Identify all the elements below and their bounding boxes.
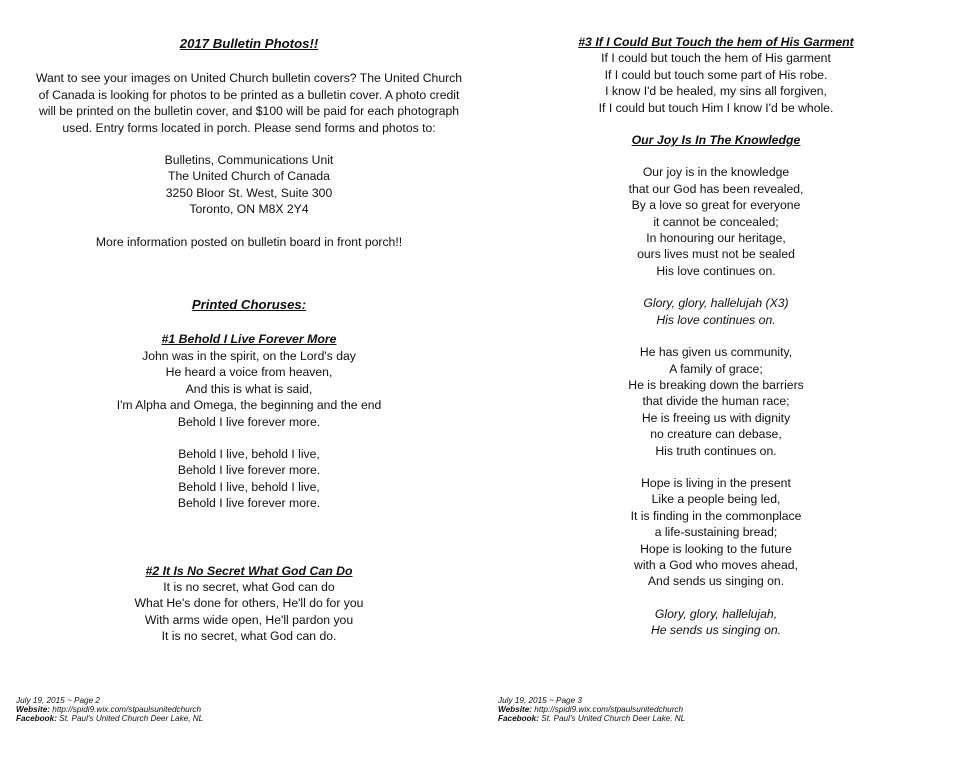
lyric-line: with a God who moves ahead, — [634, 557, 798, 572]
lyric-line: It is no secret, what God can do. — [161, 629, 337, 644]
lyric-line: If I could but touch the hem of His garment — [601, 51, 831, 66]
footer-date-page: July 19, 2015 ~ Page 3 — [498, 696, 582, 705]
more-info-text: More information posted on bulletin board in front porch!! — [95, 234, 403, 249]
refrain-line: He sends us singing on. — [650, 623, 782, 638]
lyric-line: If I could but touch some part of His robe. — [604, 67, 828, 82]
lyric-line: Behold I live, behold I live, — [178, 446, 320, 461]
chorus-1 — [14, 331, 484, 511]
lyric-line: His love continues on. — [656, 263, 776, 278]
chorus-title: #1 Behold I Live Forever More — [161, 332, 337, 347]
intro-line: Want to see your images on United Church bulletin covers? The United Church — [35, 71, 463, 86]
chorus-title: #3 If I Could But Touch the hem of His Garment — [578, 35, 854, 49]
lyric-line: What He's done for others, He'll do for you — [134, 596, 364, 611]
address-line: 3250 Bloor St. West, Suite 300 — [165, 185, 333, 200]
facebook-value: St. Paul's United Church Deer Lake, NL — [56, 714, 204, 723]
footer-facebook — [16, 714, 203, 723]
website-label: Website: — [16, 705, 50, 714]
facebook-label: Facebook: — [498, 714, 539, 723]
lyric-line: And this is what is said, — [185, 381, 313, 396]
lyric-line: ours lives must not be sealed — [637, 247, 795, 262]
address-line: Toronto, ON M8X 2Y4 — [189, 202, 309, 217]
lyric-line: a life-sustaining bread; — [654, 525, 778, 540]
refrain-line: Glory, glory, hallelujah, — [654, 606, 778, 621]
refrain-line: Glory, glory, hallelujah (X3) — [643, 296, 789, 311]
lyric-line: And sends us singing on. — [647, 574, 785, 589]
address-line: The United Church of Canada — [168, 169, 330, 184]
footer-date-page: July 19, 2015 ~ Page 2 — [16, 696, 100, 705]
lyric-line: John was in the spirit, on the Lord's day — [142, 348, 356, 363]
left-footer — [16, 696, 203, 723]
lyric-line: I know I'd be healed, my sins all forgiven, — [605, 84, 827, 99]
lyric-line: Hope is looking to the future — [640, 541, 792, 556]
hymn-our-joy — [506, 132, 926, 639]
website-label: Website: — [498, 705, 532, 714]
website-link[interactable]: http://spidi9.wix.com/stpaulsunitedchurch — [49, 705, 202, 714]
lyric-line: I'm Alpha and Omega, the beginning and the end — [116, 398, 382, 413]
lyric-line: Our joy is in the knowledge — [642, 165, 790, 180]
lyric-line: Hope is living in the present — [641, 475, 791, 490]
intro-paragraph — [14, 70, 484, 136]
right-column — [506, 34, 926, 639]
lyric-line: that divide the human race; — [642, 394, 790, 409]
lyric-line: In honouring our heritage, — [646, 231, 786, 246]
lyric-line: His truth continues on. — [655, 443, 777, 458]
lyric-line: Like a people being led, — [651, 492, 781, 507]
lyric-line: He heard a voice from heaven, — [165, 365, 333, 380]
facebook-value: St. Paul's United Church Deer Lake, NL — [538, 714, 686, 723]
address-line: Bulletins, Communications Unit — [164, 153, 334, 168]
intro-line: will be printed on the bulletin cover, and $100 will be paid for each photograph — [38, 104, 460, 119]
lyric-line: Behold I live forever more. — [177, 414, 321, 429]
intro-line: used. Entry forms located in porch. Please send forms and photos to: — [62, 120, 436, 135]
lyric-line: Behold I live forever more. — [177, 496, 321, 511]
right-footer — [498, 696, 685, 723]
mailing-address — [14, 152, 484, 218]
lyric-line: A family of grace; — [669, 361, 763, 376]
refrain-line: His love continues on. — [656, 312, 776, 327]
lyric-line: that our God has been revealed, — [628, 181, 804, 196]
lyric-line: With arms wide open, He'll pardon you — [144, 612, 354, 627]
lyric-line: it cannot be concealed; — [653, 214, 779, 229]
lyric-line: It is finding in the commonplace — [630, 508, 802, 523]
facebook-label: Facebook: — [16, 714, 57, 723]
chorus-3 — [506, 34, 926, 116]
chorus-2 — [14, 563, 484, 645]
footer-website — [498, 705, 685, 714]
intro-line: of Canada is looking for photos to be printed as a bulletin cover. A photo credit — [38, 87, 460, 102]
right-page — [490, 0, 979, 757]
lyric-line: By a love so great for everyone — [631, 198, 801, 213]
lyric-line: Behold I live forever more. — [177, 463, 321, 478]
website-link[interactable]: http://spidi9.wix.com/stpaulsunitedchurch — [531, 705, 684, 714]
footer-website — [16, 705, 203, 714]
printed-choruses-title: Printed Choruses: — [191, 297, 307, 313]
lyric-line: He has given us community, — [639, 345, 793, 360]
lyric-line: He is breaking down the barriers — [628, 377, 804, 392]
lyric-line: Behold I live, behold I live, — [178, 479, 320, 494]
lyric-line: He is freeing us with dignity — [641, 410, 791, 425]
lyric-line: It is no secret, what God can do — [163, 579, 335, 594]
lyric-line: no creature can debase, — [650, 427, 782, 442]
bulletin-photos-title: 2017 Bulletin Photos!! — [179, 36, 319, 51]
hymn-title: Our Joy Is In The Knowledge — [631, 133, 801, 148]
lyric-line: If I could but touch Him I know I'd be whole. — [598, 100, 834, 115]
footer-facebook — [498, 714, 685, 723]
chorus-title: #2 It Is No Secret What God Can Do — [145, 563, 353, 578]
left-column — [14, 36, 484, 645]
